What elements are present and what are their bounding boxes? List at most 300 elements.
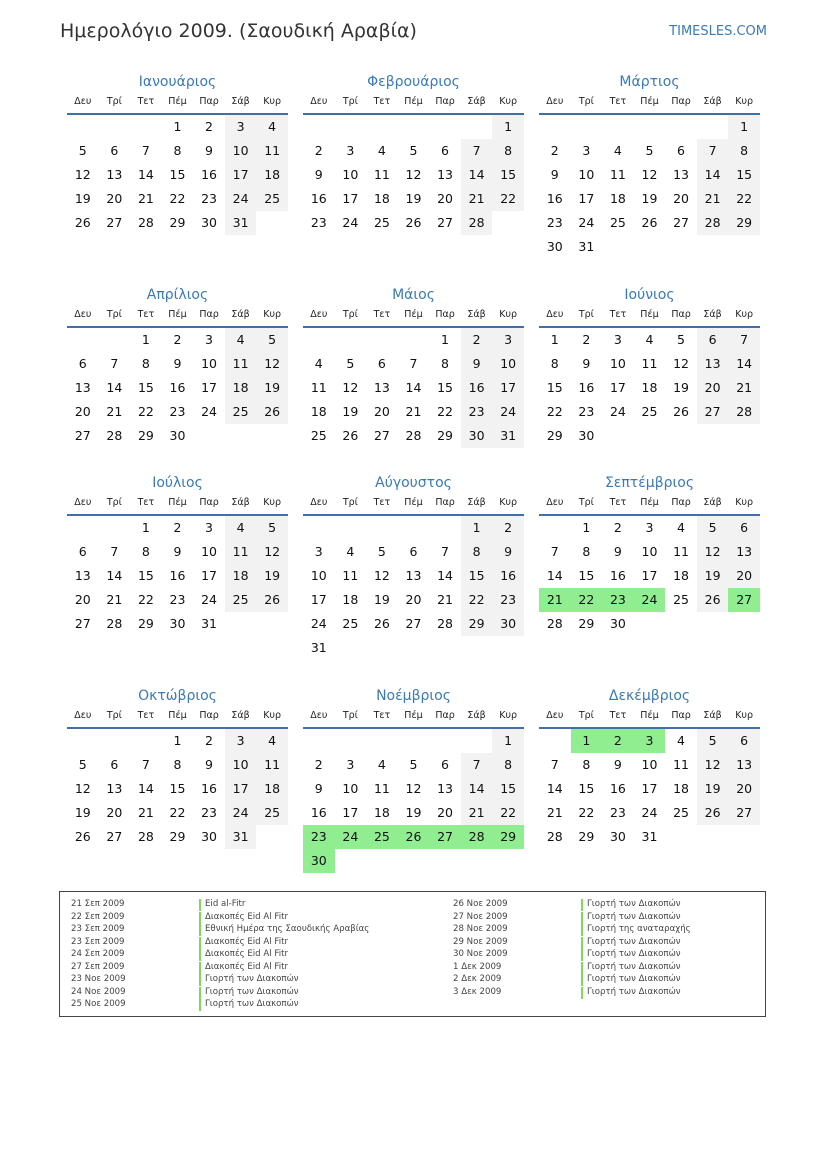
day-cell: 27 [437,215,453,230]
day-cell: 10 [641,757,658,772]
day-cell: 31 [225,211,257,235]
day-cell: 14 [405,380,422,395]
day-cell: 8 [141,356,150,371]
weekday-label: Σάβ [703,96,722,107]
day-cell: 2 [173,520,182,535]
weekday-label: Πέμ [168,497,187,508]
day-cell: 28 [106,616,123,631]
day-cell: 20 [106,805,123,820]
day-cell: 19 [697,564,729,588]
empty-cell [335,328,367,352]
day-cell: 24 [492,400,524,424]
day-cell: 10 [578,167,595,182]
weekday-label: Παρ [199,710,219,721]
empty-cell [461,115,493,139]
day-cell: 21 [437,592,453,607]
weekday-label: Τρί [342,96,358,107]
month-calendar [303,472,524,660]
day-cell: 25 [342,616,359,631]
day-cell: 7 [441,544,449,559]
day-cell: 15 [578,781,595,796]
day-cell: 26 [641,215,658,230]
empty-cell [398,729,430,753]
holiday-marker [199,924,201,936]
weekday-label: Σάβ [703,309,722,320]
weekday-label: Τετ [373,309,391,320]
day-cell: 25 [641,404,658,419]
day-cell: 1 [141,332,150,347]
holiday-marker [199,899,201,911]
day-cell: 15 [437,380,453,395]
holiday-name: Eid al-Fitr [205,899,246,909]
day-cell: 11 [673,544,689,559]
day-cell: 28 [728,400,760,424]
day-cell: 22 [492,801,524,825]
empty-cell [99,516,131,540]
day-cell: 13 [673,167,689,182]
day-cell: 23 [201,805,217,820]
day-cell: 19 [697,777,729,801]
day-cell: 29 [137,428,154,443]
day-cell: 8 [550,356,559,371]
day-cell: 27 [673,215,689,230]
day-cell: 20 [728,564,760,588]
day-cell: 29 [137,616,154,631]
day-cell: 10 [310,568,327,583]
day-cell: 9 [613,757,622,772]
holiday-name: Γιορτή των Διακοπών [587,949,681,959]
day-cell: 11 [225,540,257,564]
day-cell: 5 [377,544,386,559]
day-grid [303,729,524,873]
day-cell: 27 [106,829,123,844]
day-cell: 31 [201,616,217,631]
weekday-label: Τρί [578,309,594,320]
day-cell: 14 [697,163,729,187]
weekday-label: Παρ [435,96,455,107]
day-grid [303,516,524,660]
day-cell: 15 [169,781,186,796]
day-cell: 17 [641,781,658,796]
day-cell: 20 [728,777,760,801]
weekday-label: Σάβ [703,710,722,721]
day-cell: 18 [342,592,359,607]
holiday-date: 2 Δεκ 2009 [453,974,502,984]
day-cell: 13 [437,167,453,182]
day-cell: 24 [609,404,626,419]
day-cell: 2 [582,332,591,347]
day-cell: 14 [546,568,563,583]
day-cell: 23 [461,400,493,424]
day-cell: 1 [728,115,760,139]
day-cell: 9 [582,356,591,371]
day-cell: 14 [106,380,123,395]
weekday-label: Σάβ [467,497,486,508]
day-cell: 13 [728,753,760,777]
empty-cell [366,328,398,352]
empty-cell [335,729,367,753]
weekday-label: Τρί [578,497,594,508]
day-cell: 17 [225,163,257,187]
day-grid [67,115,288,235]
weekday-label: Τρί [106,309,122,320]
holiday-name: Γιορτή των Διακοπών [587,974,681,984]
weekday-header [67,494,288,516]
holiday-name: Γιορτή των Διακοπών [587,961,681,972]
day-cell: 16 [169,568,186,583]
holiday-marker [581,949,583,961]
month-name: Μάρτιος [619,74,680,90]
day-cell: 1 [571,729,603,753]
day-cell: 24 [225,187,257,211]
day-cell: 20 [697,376,729,400]
day-cell: 25 [673,592,689,607]
weekday-header [303,306,524,328]
day-cell: 21 [405,404,422,419]
weekday-label: Πέμ [640,710,659,721]
day-cell: 17 [201,568,217,583]
day-cell: 28 [697,211,729,235]
weekday-label: Κυρ [735,710,754,721]
day-cell: 1 [550,332,559,347]
weekday-label: Τετ [137,309,155,320]
day-cell: 26 [697,588,729,612]
day-cell: 15 [169,167,186,182]
weekday-label: Τετ [373,497,391,508]
weekday-label: Τρί [342,309,358,320]
weekday-label: Κυρ [735,96,754,107]
day-cell: 27 [697,400,729,424]
day-cell: 20 [74,404,91,419]
day-cell: 31 [225,825,257,849]
day-grid [539,516,760,636]
day-cell: 12 [405,781,422,796]
day-cell: 2 [550,143,559,158]
holiday-name: Διακοπές Eid Al Fitr [205,911,288,922]
weekday-label: Σάβ [703,497,722,508]
day-cell: 6 [441,143,449,158]
day-cell: 21 [106,592,123,607]
day-cell: 16 [578,380,595,395]
day-cell: 13 [373,380,390,395]
day-cell: 9 [314,781,323,796]
weekday-label: Κυρ [499,96,518,107]
day-cell: 11 [342,568,359,583]
day-cell: 3 [225,115,257,139]
day-cell: 3 [613,332,622,347]
day-cell: 10 [492,352,524,376]
day-cell: 6 [728,516,760,540]
day-cell: 21 [539,588,571,612]
day-grid [67,516,288,636]
day-cell: 17 [641,568,658,583]
day-cell: 16 [609,568,626,583]
day-cell: 13 [106,781,123,796]
day-cell: 29 [492,825,524,849]
day-cell: 10 [225,753,257,777]
day-cell: 6 [110,143,119,158]
day-cell: 12 [342,380,359,395]
day-cell: 15 [492,777,524,801]
weekday-label: Παρ [671,710,691,721]
day-cell: 3 [225,729,257,753]
day-cell: 25 [366,825,398,849]
day-cell: 9 [205,757,213,772]
empty-cell [366,516,398,540]
day-cell: 1 [441,332,449,347]
empty-cell [99,328,131,352]
day-cell: 12 [673,356,689,371]
day-cell: 25 [225,400,257,424]
day-cell: 17 [342,805,359,820]
day-cell: 14 [137,167,154,182]
weekday-label: Παρ [671,96,691,107]
day-cell: 15 [492,163,524,187]
day-cell: 23 [546,215,563,230]
weekday-label: Τρί [342,710,358,721]
empty-cell [461,729,493,753]
day-cell: 1 [461,516,493,540]
day-cell: 10 [609,356,626,371]
day-cell: 18 [256,163,288,187]
day-cell: 21 [137,805,154,820]
empty-cell [429,729,461,753]
weekday-label: Παρ [199,309,219,320]
day-cell: 24 [201,404,217,419]
day-cell: 8 [173,143,182,158]
day-cell: 26 [398,825,430,849]
day-cell: 20 [437,805,453,820]
day-cell: 11 [373,781,390,796]
day-cell: 9 [173,356,182,371]
weekday-label: Δευ [546,309,564,320]
day-cell: 27 [728,588,760,612]
day-cell: 22 [492,187,524,211]
day-cell: 1 [173,119,182,134]
holiday-name: Γιορτή των Διακοπών [587,936,681,947]
holiday-name: Εθνική Ημέρα της Σαουδικής Αραβίας [205,924,370,934]
day-cell: 20 [405,592,422,607]
holiday-date: 22 Σεπ 2009 [71,911,125,922]
holiday-date: 3 Δεκ 2009 [453,986,502,997]
day-cell: 2 [314,143,323,158]
day-cell: 22 [546,404,563,419]
weekday-label: Δευ [74,710,92,721]
weekday-label: Τετ [373,96,391,107]
empty-cell [67,516,99,540]
holiday-date: 25 Νοε 2009 [71,999,126,1009]
day-cell: 21 [697,187,729,211]
day-cell: 27 [74,428,91,443]
weekday-label: Τετ [373,710,391,721]
day-cell: 30 [609,829,626,844]
day-grid [67,729,288,849]
weekday-label: Τρί [106,710,122,721]
holiday-marker [199,949,201,961]
day-cell: 22 [571,588,603,612]
weekday-label: Πέμ [168,309,187,320]
weekday-label: Τετ [137,710,155,721]
weekday-label: Δευ [546,96,564,107]
day-cell: 13 [106,167,123,182]
empty-cell [634,115,666,139]
day-cell: 8 [492,753,524,777]
day-cell: 17 [578,191,595,206]
empty-cell [539,729,571,753]
day-cell: 12 [256,352,288,376]
empty-cell [665,115,697,139]
day-cell: 11 [673,757,689,772]
holiday-marker [581,924,583,936]
weekday-label: Σάβ [467,710,486,721]
day-cell: 26 [256,400,288,424]
weekday-header [67,306,288,328]
day-cell: 24 [201,592,217,607]
day-cell: 18 [310,404,327,419]
day-grid [303,115,524,235]
day-cell: 15 [137,380,154,395]
day-cell: 21 [461,801,493,825]
day-cell: 30 [609,616,626,631]
day-cell: 12 [256,540,288,564]
day-cell: 7 [409,356,418,371]
weekday-label: Κυρ [499,710,518,721]
brand-link[interactable]: TIMESLES.COM [669,24,767,39]
day-cell: 21 [106,404,123,419]
day-cell: 28 [546,616,563,631]
day-cell: 13 [405,568,422,583]
day-cell: 7 [728,328,760,352]
weekday-label: Κυρ [263,309,282,320]
holiday-name: Γιορτή της αναταραχής [587,924,691,934]
day-cell: 25 [225,588,257,612]
day-cell: 27 [74,616,91,631]
day-cell: 18 [256,777,288,801]
day-cell: 16 [492,564,524,588]
weekday-label: Δευ [310,710,328,721]
day-cell: 5 [78,143,87,158]
day-cell: 10 [201,544,217,559]
day-cell: 7 [461,753,493,777]
month-calendar [67,71,288,235]
day-cell: 13 [74,380,91,395]
holiday-marker [581,974,583,986]
weekday-label: Παρ [671,497,691,508]
day-cell: 22 [169,191,186,206]
day-cell: 5 [256,328,288,352]
month-calendar [303,71,524,235]
empty-cell [335,115,367,139]
month-name: Ιούλιος [152,475,203,491]
day-cell: 23 [169,592,186,607]
day-cell: 2 [173,332,182,347]
day-cell: 13 [728,540,760,564]
day-cell: 15 [461,564,493,588]
empty-cell [99,115,131,139]
day-cell: 21 [137,191,154,206]
holiday-name: Διακοπές Eid Al Fitr [205,949,288,959]
day-cell: 2 [205,119,213,134]
holiday-name: Γιορτή των Διακοπών [587,899,681,909]
day-cell: 27 [429,825,461,849]
day-cell: 21 [728,376,760,400]
holiday-name: Γιορτή των Διακοπών [205,999,299,1009]
holiday-date: 23 Σεπ 2009 [71,936,125,947]
day-cell: 29 [437,428,453,443]
day-cell: 11 [641,356,658,371]
day-cell: 30 [578,428,595,443]
holiday-date: 23 Σεπ 2009 [71,924,125,934]
day-cell: 30 [169,616,186,631]
month-name: Φεβρουάριος [367,74,460,90]
day-cell: 17 [492,376,524,400]
empty-cell [67,328,99,352]
day-cell: 22 [437,404,453,419]
day-cell: 9 [461,352,493,376]
day-cell: 22 [578,805,595,820]
day-cell: 28 [461,825,493,849]
day-cell: 30 [492,612,524,636]
day-cell: 16 [461,376,493,400]
day-cell: 1 [141,520,150,535]
weekday-header [539,306,760,328]
holiday-marker [581,987,583,999]
weekday-header [67,93,288,115]
day-cell: 1 [173,733,182,748]
weekday-label: Παρ [671,309,691,320]
day-cell: 14 [106,568,123,583]
weekday-label: Κυρ [499,497,518,508]
day-cell: 22 [169,805,186,820]
day-cell: 13 [437,781,453,796]
day-cell: 19 [74,805,91,820]
weekday-label: Δευ [546,497,564,508]
day-cell: 7 [141,757,150,772]
day-cell: 7 [550,757,559,772]
month-calendar [539,71,760,259]
day-cell: 17 [609,380,626,395]
day-cell: 21 [461,187,493,211]
day-cell: 26 [74,215,91,230]
weekday-header [67,707,288,729]
day-cell: 14 [728,352,760,376]
day-cell: 19 [342,404,359,419]
day-cell: 29 [546,428,563,443]
empty-cell [303,729,335,753]
day-grid [67,328,288,448]
empty-cell [539,516,571,540]
weekday-label: Δευ [310,497,328,508]
day-cell: 25 [256,801,288,825]
weekday-header [303,707,524,729]
day-cell: 31 [492,424,524,448]
day-cell: 26 [256,588,288,612]
day-cell: 3 [634,729,666,753]
day-cell: 4 [225,328,257,352]
day-cell: 26 [74,829,91,844]
day-cell: 5 [645,143,654,158]
day-cell: 2 [492,516,524,540]
empty-cell [571,115,603,139]
day-cell: 5 [677,332,685,347]
day-cell: 4 [677,733,685,748]
weekday-label: Δευ [546,710,564,721]
holiday-marker [581,899,583,911]
day-cell: 3 [492,328,524,352]
day-cell: 22 [461,588,493,612]
day-cell: 5 [256,516,288,540]
empty-cell [398,328,430,352]
